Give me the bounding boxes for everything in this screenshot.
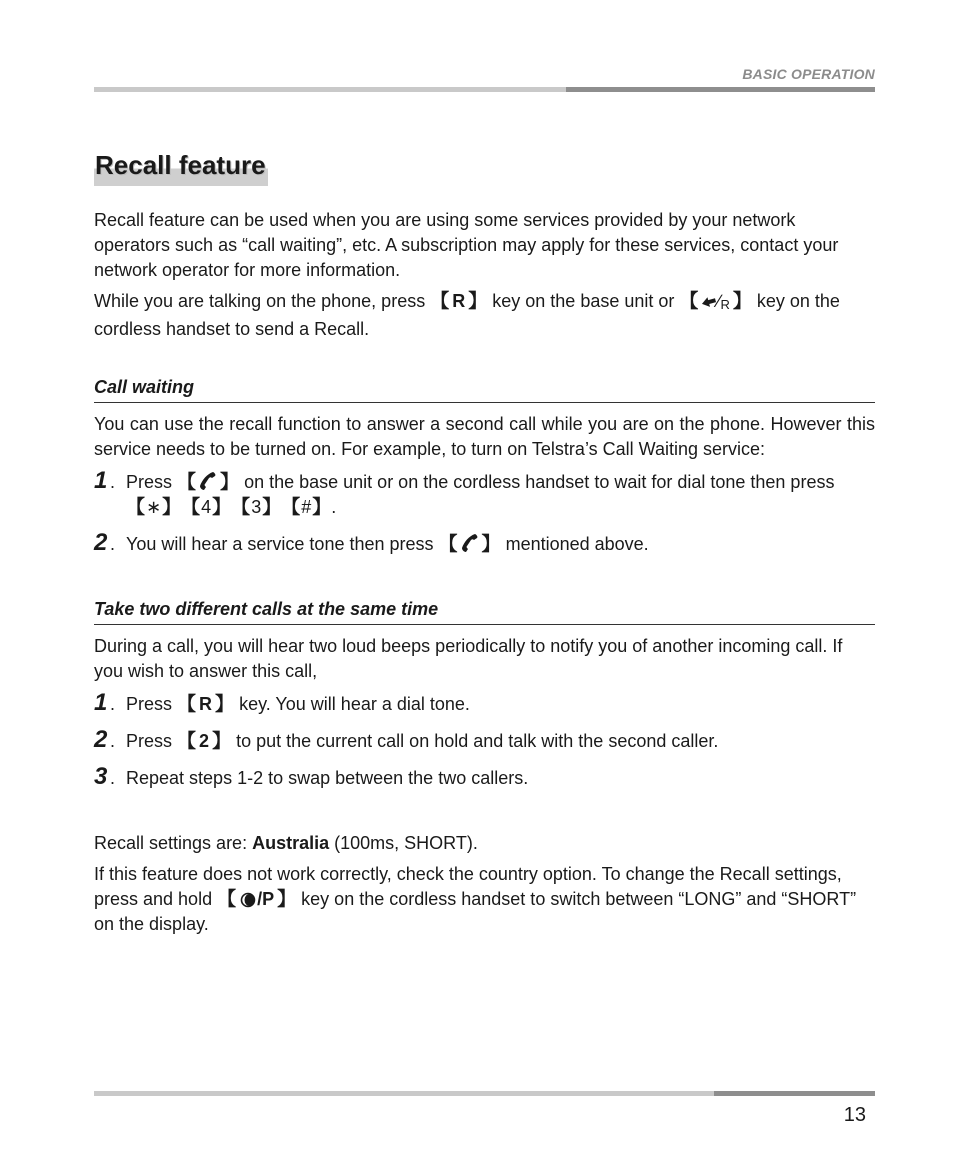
call-waiting-heading: Call waiting	[94, 375, 875, 403]
phone-handset-icon	[199, 471, 217, 491]
page-title: Recall feature	[94, 146, 268, 186]
take-two-step-3: 3 . Repeat steps 1-2 to swap between the two callers.	[94, 763, 529, 790]
recall-settings-paragraph: Recall settings are: Australia (100ms, SHORT).	[94, 833, 478, 853]
call-waiting-step-1: 1 . Press 【 】 on the base unit or on the cordless handset to wait for dial tone then press 【∗】【4】【3】【#】.	[94, 467, 835, 518]
step-number: 1	[94, 467, 108, 494]
phone-handset-icon	[461, 533, 479, 553]
page-number: 13	[843, 1104, 866, 1126]
flash-r-key: 【 ∕R 】	[679, 291, 752, 312]
call-waiting-paragraph: You can use the recall function to answer a second call while you are on the phone. However this service needs to be turned on. For example, to turn on Telstra’s Call Waiting service:	[94, 414, 875, 459]
country-setting: Australia	[252, 833, 330, 853]
phonebook-pause-key: 【 /P 】	[217, 889, 297, 910]
key-3: 【3】	[231, 497, 282, 518]
talk-key: 【 】	[438, 534, 501, 555]
take-two-calls-paragraph: During a call, you will hear two loud beeps periodically to notify you of another incoming call. If you wish to answer this call,	[94, 636, 843, 681]
page-content	[94, 208, 875, 943]
key-2: 【 2 】	[177, 731, 232, 752]
change-settings-paragraph: If this feature does not work correctly, check the country option. To change the Recall settings, press and hold 【 /P 】 key on the cordless handset to switch between “LONG” and “SHORT” on the display.	[94, 864, 857, 934]
header-rule	[94, 87, 875, 92]
intro-paragraph: Recall feature can be used when you are using some services provided by your network operators such as “call waiting”, etc. A subscription may apply for these services, contact your network operator for more information.	[94, 210, 839, 280]
hash-key: 【#】	[281, 497, 332, 518]
talk-key: 【 】	[177, 472, 240, 493]
step-number: 3	[94, 763, 108, 790]
take-two-calls-heading: Take two different calls at the same time	[94, 597, 875, 625]
take-two-step-1: 1 . Press 【 R 】 key. You will hear a dial tone.	[94, 689, 470, 716]
step-number: 2	[94, 726, 108, 753]
phonebook-icon	[239, 892, 257, 908]
take-two-step-2: 2 . Press 【 2 】 to put the current call on hold and talk with the second caller.	[94, 726, 719, 753]
footer-rule	[94, 1091, 875, 1096]
r-key: 【 R 】	[430, 291, 488, 312]
step-number: 2	[94, 529, 108, 556]
flash-icon	[701, 296, 717, 310]
section-label: BASIC OPERATION	[742, 66, 875, 82]
step-number: 1	[94, 689, 108, 716]
key-4: 【4】	[181, 497, 232, 518]
r-key: 【 R 】	[177, 694, 235, 715]
star-key: 【∗】	[126, 497, 182, 518]
call-waiting-step-2: 2 . You will hear a service tone then press 【 】 mentioned above.	[94, 529, 649, 556]
intro-recall-paragraph: While you are talking on the phone, press 【 R 】 key on the base unit or 【 ∕R 】 key on the cordless handset to send a Recall.	[94, 291, 840, 339]
